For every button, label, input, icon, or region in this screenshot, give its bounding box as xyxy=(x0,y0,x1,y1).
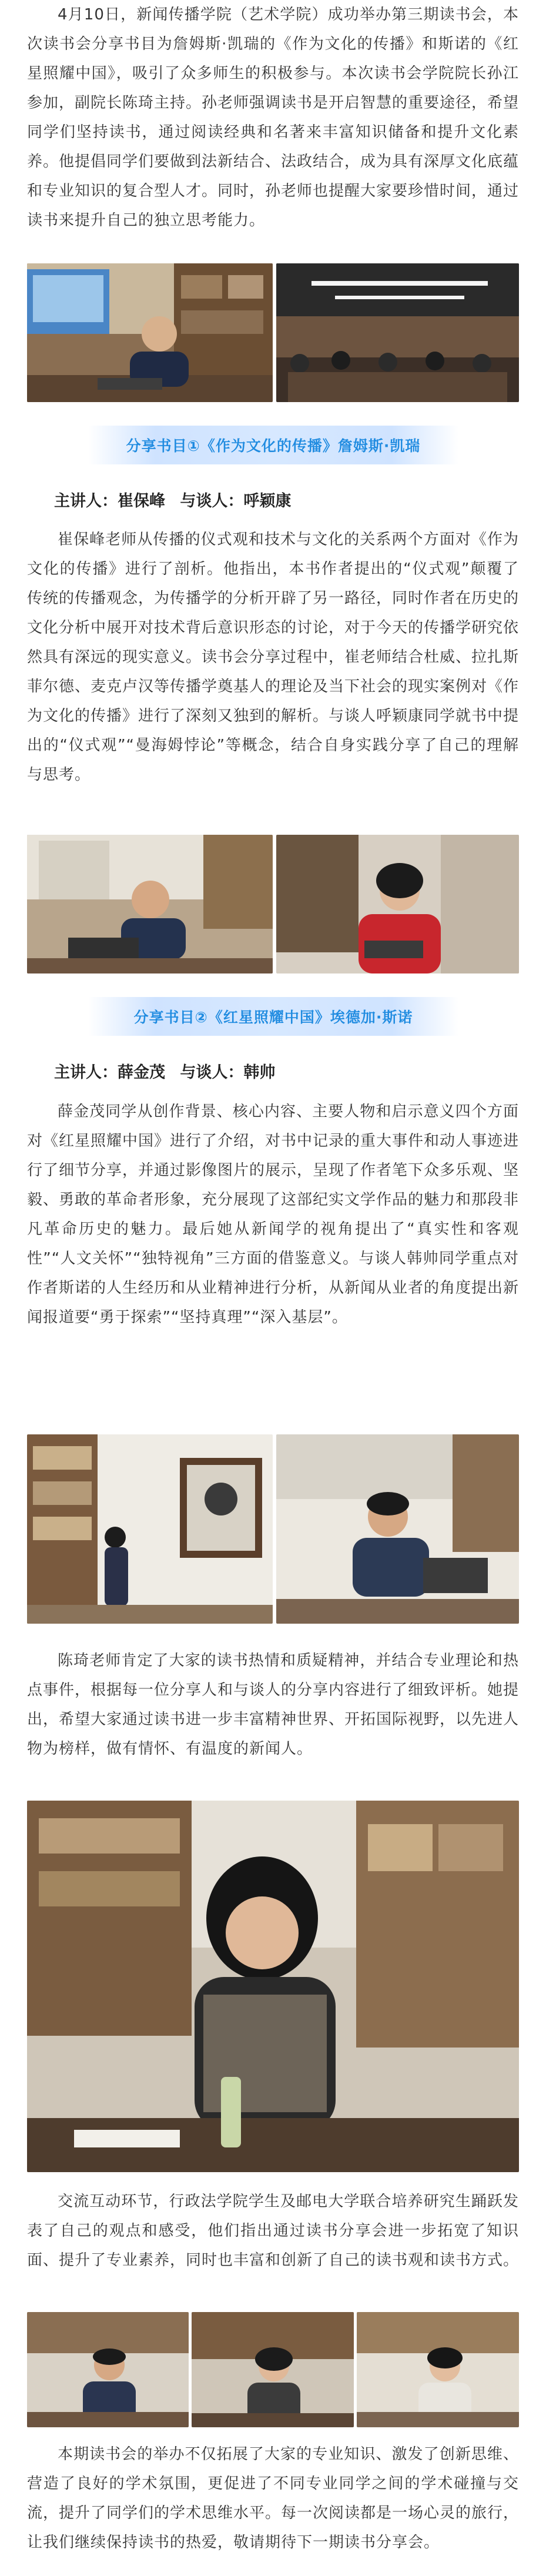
section2-guest: 与谈人：韩帅 xyxy=(180,1063,276,1082)
section1-banner xyxy=(88,426,458,464)
closing-paragraph: 本期读书会的举办不仅拓展了大家的专业知识、激发了创新思维、营造了良好的学术氛围，更促进了不同专业同学之间的学术碰撞与交流，提升了同学们的学术思维水平。每一次阅读都是一场心灵的旅行，让我们继续保持读书的热爱，敬请期待下一期读书分享会。 xyxy=(27,2445,520,2551)
photo-student-three xyxy=(357,2312,519,2427)
book1-paragraph: 崔保峰老师从传播的仪式观和技术与文化的关系两个方面对《作为文化的传播》进行了剖析。他指出，本书作者提出的“仪式观”颠覆了传统的传播观念，为传播学的分析开辟了另一路径，同时作者在历史的文化分析中展开对技术背后意识形态的讨论，对于今天的传播学研究依然具有深远的现实意义。读书会分享过程中，崔老师结合杜威、拉扎斯菲尔德、麦克卢汉等传播学奠基人的理论及当下社会的现实案例对《作为文化的传播》进行了深刻又独到的解析。与谈人呼颖康同学就书中提出的“仪式观”“曼海姆悖论”等概念，结合自身实践分享了自己的理解与思考。 xyxy=(27,531,520,784)
section1-guest: 与谈人：呼颖康 xyxy=(180,492,292,510)
comment-paragraph: 陈琦老师肯定了大家的读书热情和质疑精神，并结合专业理论和热点事件，根据每一位分享人和与谈人的分享内容进行了细致评析。她提出，希望大家通过读书进一步丰富精神世界、开拓国际视野，以先进人物为榜样，做有情怀、有温度的新闻人。 xyxy=(27,1652,520,1758)
section1-banner-text: 分享书目①《作为文化的传播》詹姆斯·凯瑞 xyxy=(126,437,421,454)
photo-audience-room xyxy=(276,263,519,402)
photo-hu-speaking xyxy=(276,835,519,973)
photo-cui-speaking xyxy=(27,835,273,973)
intro-paragraph: 4月10日，新闻传播学院（艺术学院）成功举办第三期读书会，本次读书会分享书目为詹姆斯·凯瑞的《作为文化的传播》和斯诺的《红星照耀中国》，吸引了众多师生的积极参与。本次读书会学院院长孙江参加，副院长陈琦主持。孙老师强调读书是开启智慧的重要途径，希望同学们坚持读书，通过阅读经典和名著来丰富知识储备和提升文化素养。他提倡同学们要做到法新结合、法政结合，成为具有深厚文化底蕴和专业知识的复合型人才。同时，孙老师也提醒大家要珍惜时间，通过读书来提升自己的独立思考能力。 xyxy=(27,6,520,229)
photo-student-one xyxy=(27,2312,189,2427)
section1-speakers xyxy=(54,488,300,511)
photo-speaker-office xyxy=(27,263,273,402)
section1-host: 主讲人：崔保峰 xyxy=(54,492,165,510)
photo-han-speaking xyxy=(276,1434,519,1624)
section2-host: 主讲人：薛金茂 xyxy=(54,1063,165,1082)
section2-banner xyxy=(88,997,458,1036)
section2-banner-text: 分享书目②《红星照耀中国》埃德加·斯诺 xyxy=(133,1009,413,1026)
section2-speakers xyxy=(54,1059,284,1082)
interact-paragraph: 交流互动环节，行政法学院学生及邮电大学联合培养研究生踊跃发表了自己的观点和感受，他们指出通过读书分享会进一步拓宽了知识面、提升了专业素养，同时也丰富和创新了自己的读书观和读书方式。 xyxy=(27,2193,520,2269)
photo-chen-commenting xyxy=(27,1801,519,2172)
book2-paragraph: 薛金茂同学从创作背景、核心内容、主要人物和启示意义四个方面对《红星照耀中国》进行了介绍，对书中记录的重大事件和动人事迹进行了细节分享，并通过影像图片的展示，呈现了作者笔下众多乐观、坚毅、勇敢的革命者形象，充分展现了这部纪实文学作品的魅力和那段非凡革命历史的魅力。最后她从新闻学的视角提出了“真实性和客观性”“人文关怀”“独特视角”三方面的借鉴意义。与谈人韩帅同学重点对作者斯诺的人生经历和从业精神进行分析，从新闻从业者的角度提出新闻报道要“勇于探索”“坚持真理”“深入基层”。 xyxy=(27,1103,520,1326)
photo-xue-presenting xyxy=(27,1434,273,1624)
photo-student-two xyxy=(192,2312,354,2427)
